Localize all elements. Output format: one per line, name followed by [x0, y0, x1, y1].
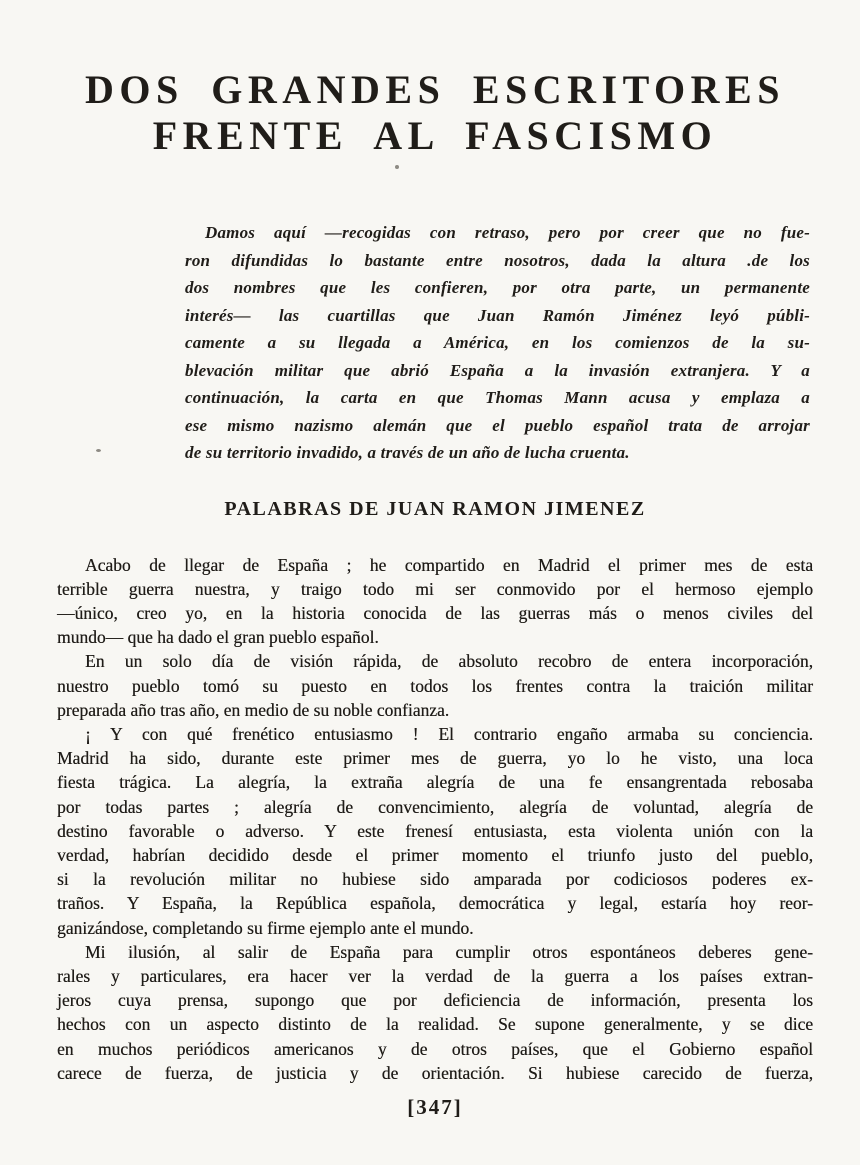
text-line: preparada año tras año, en medio de su noble confianza.: [57, 699, 450, 720]
paragraph: [57, 649, 813, 722]
article-body: [57, 553, 813, 1085]
page-title: [57, 67, 813, 159]
ink-speck-icon: [395, 165, 399, 169]
text-line: ese mismo nazismo alemán que el pueblo español trata de arrojar: [185, 415, 810, 435]
text-line: Acabo de llegar de España ; he compartido en Madrid el primer mes de esta: [85, 554, 813, 575]
text-line: En un solo día de visión rápida, de absoluto recobro de entera incorporación,: [85, 651, 813, 672]
paragraph: [57, 722, 813, 940]
text-line: Mi ilusión, al salir de España para cumplir otros espontáneos deberes gene-: [85, 941, 813, 962]
section-heading: PALABRAS DE JUAN RAMON JIMENEZ: [224, 497, 646, 520]
text-line: Damos aquí —recogidas con retraso, pero por creer que no fue-: [205, 223, 810, 242]
text-line: rales y particulares, era hacer ver la verdad de la guerra a los países extran-: [57, 965, 813, 986]
text-line: ron difundidas lo bastante entre nosotros, dada la altura .de los: [185, 250, 810, 270]
text-line: camente a su llegada a América, en los comienzos de la su-: [185, 333, 810, 352]
text-line: Madrid ha sido, durante este primer mes de guerra, yo lo he visto, una loca: [57, 748, 813, 769]
text-line: jeros cuya prensa, supongo que por deficiencia de información, presenta los: [57, 990, 813, 1011]
paragraph: [57, 940, 813, 1085]
title-line-2: FRENTE AL FASCISMO: [152, 113, 718, 158]
text-line: continuación, la carta en que Thomas Mann acusa y emplaza a: [185, 388, 810, 407]
page-number: [347]: [407, 1094, 463, 1119]
text-line: si la revolución militar no hubiese sido amparada por codiciosos poderes ex-: [57, 869, 813, 890]
text-line: interés— las cuartillas que Juan Ramón Jiménez leyó públi-: [185, 305, 810, 325]
text-line: nuestro pueblo tomó su puesto en todos los frentes contra la traición militar: [57, 675, 813, 696]
text-line: hechos con un aspecto distinto de la realidad. Se supone generalmente, y se dice: [57, 1014, 813, 1035]
text-line: ¡ Y con qué frenético entusiasmo ! El contrario engaño armaba su conciencia.: [85, 723, 813, 744]
text-line: ganizándose, completando su firme ejemplo ante el mundo.: [57, 917, 474, 938]
text-line: traños. Y España, la República española, democrática y legal, estaría hoy reor-: [57, 893, 813, 914]
text-line: destino favorable o adverso. Y este frenesí entusiasta, esta violenta unión con la: [57, 820, 813, 841]
intro-editorial-note: [185, 219, 810, 467]
text-line: en muchos periódicos americanos y de otros países, que el Gobierno español: [57, 1038, 813, 1059]
text-line: blevación militar que abrió España a la invasión extranjera. Y a: [185, 360, 810, 380]
title-line-1: DOS GRANDES ESCRITORES: [85, 67, 785, 112]
ink-speck-icon: [96, 449, 101, 452]
text-line: mundo— que ha dado el gran pueblo español.: [57, 627, 379, 648]
text-line: por todas partes ; alegría de convencimiento, alegría de voluntad, alegría de: [57, 796, 813, 817]
text-line: carece de fuerza, de justicia y de orientación. Si hubiese carecido de fuerza,: [57, 1062, 813, 1083]
text-line: de su territorio invadido, a través de un año de lucha cruenta.: [185, 443, 630, 462]
text-line: terrible guerra nuestra, y traigo todo mi ser conmovido por el hermoso ejemplo: [57, 578, 813, 599]
paragraph: [57, 553, 813, 650]
text-line: verdad, habrían decidido desde el primer momento el triunfo justo del pueblo,: [57, 844, 813, 865]
text-line: dos nombres que les confieren, por otra parte, un permanente: [185, 278, 810, 297]
text-line: —único, creo yo, en la historia conocida de las guerras más o menos civiles del: [57, 602, 813, 623]
text-line: fiesta trágica. La alegría, la extraña alegría de una fe ensangrentada rebosaba: [57, 772, 813, 793]
